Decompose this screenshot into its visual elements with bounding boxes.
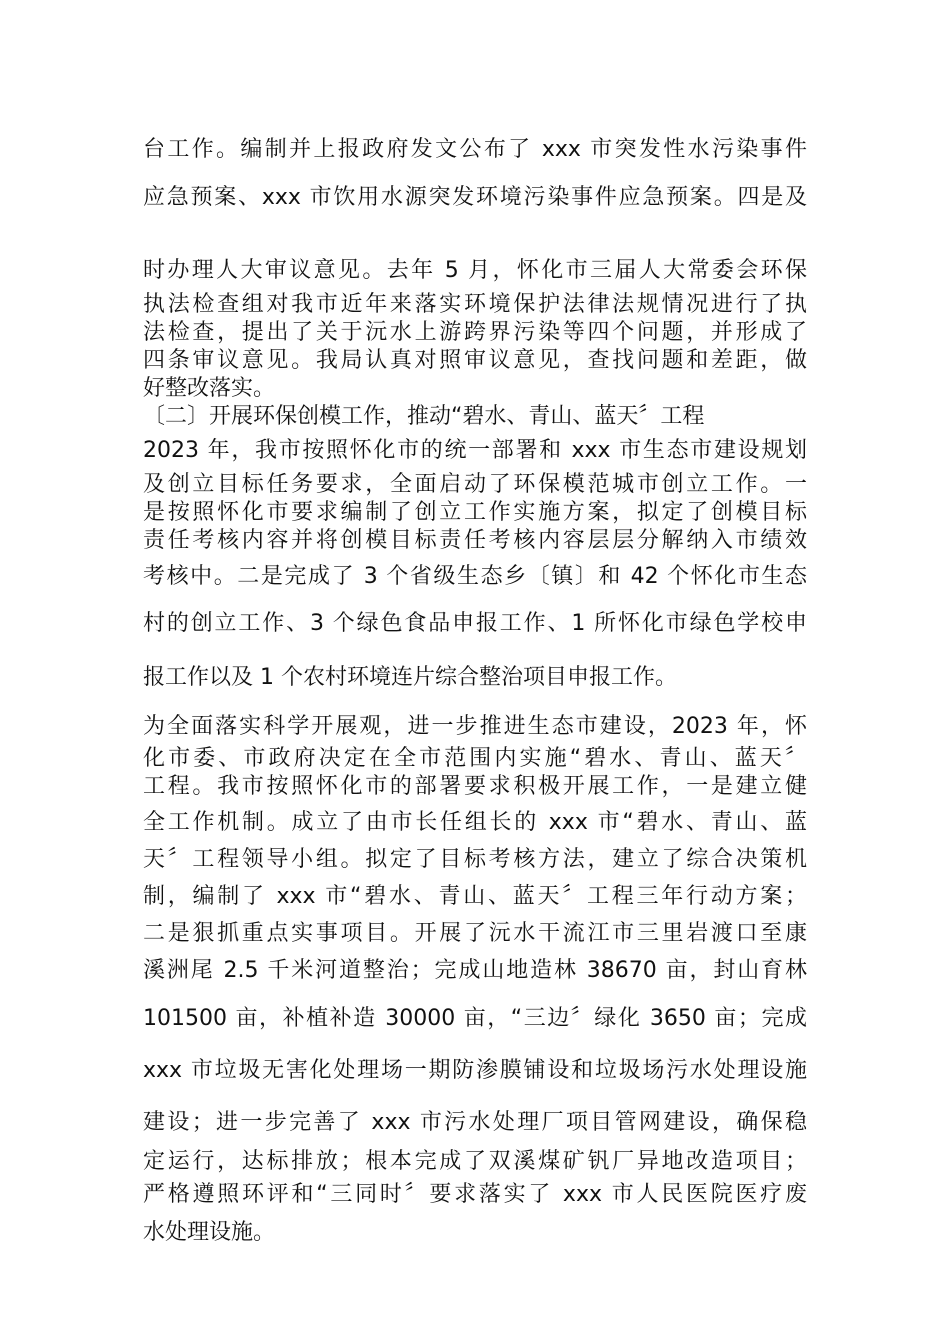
text-line-29: 水处理设施。 <box>143 1220 276 1245</box>
text-line-9: 2023 年，我市按照怀化市的统一部署和 xxx 市生态市建设规划 <box>143 438 807 463</box>
text-line-14: 村的创立工作、3 个绿色食品申报工作、1 所怀化市绿色学校申 <box>143 611 807 636</box>
section-heading: 〔二〕开展环保创模工作，推动“碧水、青山、蓝天〞工程 <box>143 404 705 429</box>
text-line-3: 时办理人大审议意见。去年 5 月，怀化市三届人大常委会环保 <box>143 258 807 283</box>
text-line-16: 为全面落实科学开展观，进一步推进生态市建设，2023 年，怀 <box>143 714 807 739</box>
text-line-15: 报工作以及 1 个农村环境连片综合整治项目申报工作。 <box>143 665 677 690</box>
text-line-23: 溪洲尾 2.5 千米河道整治；完成山地造林 38670 亩，封山育林 <box>143 958 807 983</box>
text-line-4: 执法检查组对我市近年来落实环境保护法律法规情况进行了执 <box>143 292 807 317</box>
text-line-21: 制，编制了 xxx 市“碧水、青山、蓝天〞工程三年行动方案； <box>143 884 807 909</box>
text-line-1: 台工作。编制并上报政府发文公布了 xxx 市突发性水污染事件 <box>143 137 807 162</box>
text-line-24: 101500 亩，补植补造 30000 亩，“三边〞绿化 3650 亩；完成 <box>143 1006 807 1031</box>
text-line-2: 应急预案、xxx 市饮用水源突发环境污染事件应急预案。四是及 <box>143 185 807 210</box>
text-line-13: 考核中。二是完成了 3 个省级生态乡〔镇〕和 42 个怀化市生态 <box>143 564 807 589</box>
text-line-26: 建设；进一步完善了 xxx 市污水处理厂项目管网建设，确保稳 <box>143 1110 807 1135</box>
text-line-12: 责任考核内容并将创模目标责任考核内容层层分解纳入市绩效 <box>143 528 807 553</box>
text-line-6: 四条审议意见。我局认真对照审议意见，查找问题和差距，做 <box>143 348 807 373</box>
text-line-27: 定运行，达标排放；根本完成了双溪煤矿钒厂异地改造项目； <box>143 1149 807 1174</box>
text-line-25: xxx 市垃圾无害化处理场一期防渗膜铺设和垃圾场污水处理设施 <box>143 1058 807 1083</box>
text-line-11: 是按照怀化市要求编制了创立工作实施方案，拟定了创模目标 <box>143 500 807 525</box>
text-line-7: 好整改落实。 <box>143 376 276 401</box>
text-line-5: 法检查，提出了关于沅水上游跨界污染等四个问题，并形成了 <box>143 320 807 345</box>
text-line-19: 全工作机制。成立了由市长任组长的 xxx 市“碧水、青山、蓝 <box>143 810 807 835</box>
text-line-20: 天〞工程领导小组。拟定了目标考核方法，建立了综合决策机 <box>143 847 807 872</box>
text-line-17: 化市委、市政府决定在全市范围内实施“碧水、青山、蓝天〞 <box>143 746 807 771</box>
text-line-10: 及创立目标任务要求，全面启动了环保模范城市创立工作。一 <box>143 472 807 497</box>
text-line-28: 严格遵照环评和“三同时〞要求落实了 xxx 市人民医院医疗废 <box>143 1182 807 1207</box>
text-line-18: 工程。我市按照怀化市的部署要求积极开展工作，一是建立健 <box>143 774 807 799</box>
text-line-22: 二是狠抓重点实事项目。开展了沅水干流江市三里岩渡口至康 <box>143 921 807 946</box>
